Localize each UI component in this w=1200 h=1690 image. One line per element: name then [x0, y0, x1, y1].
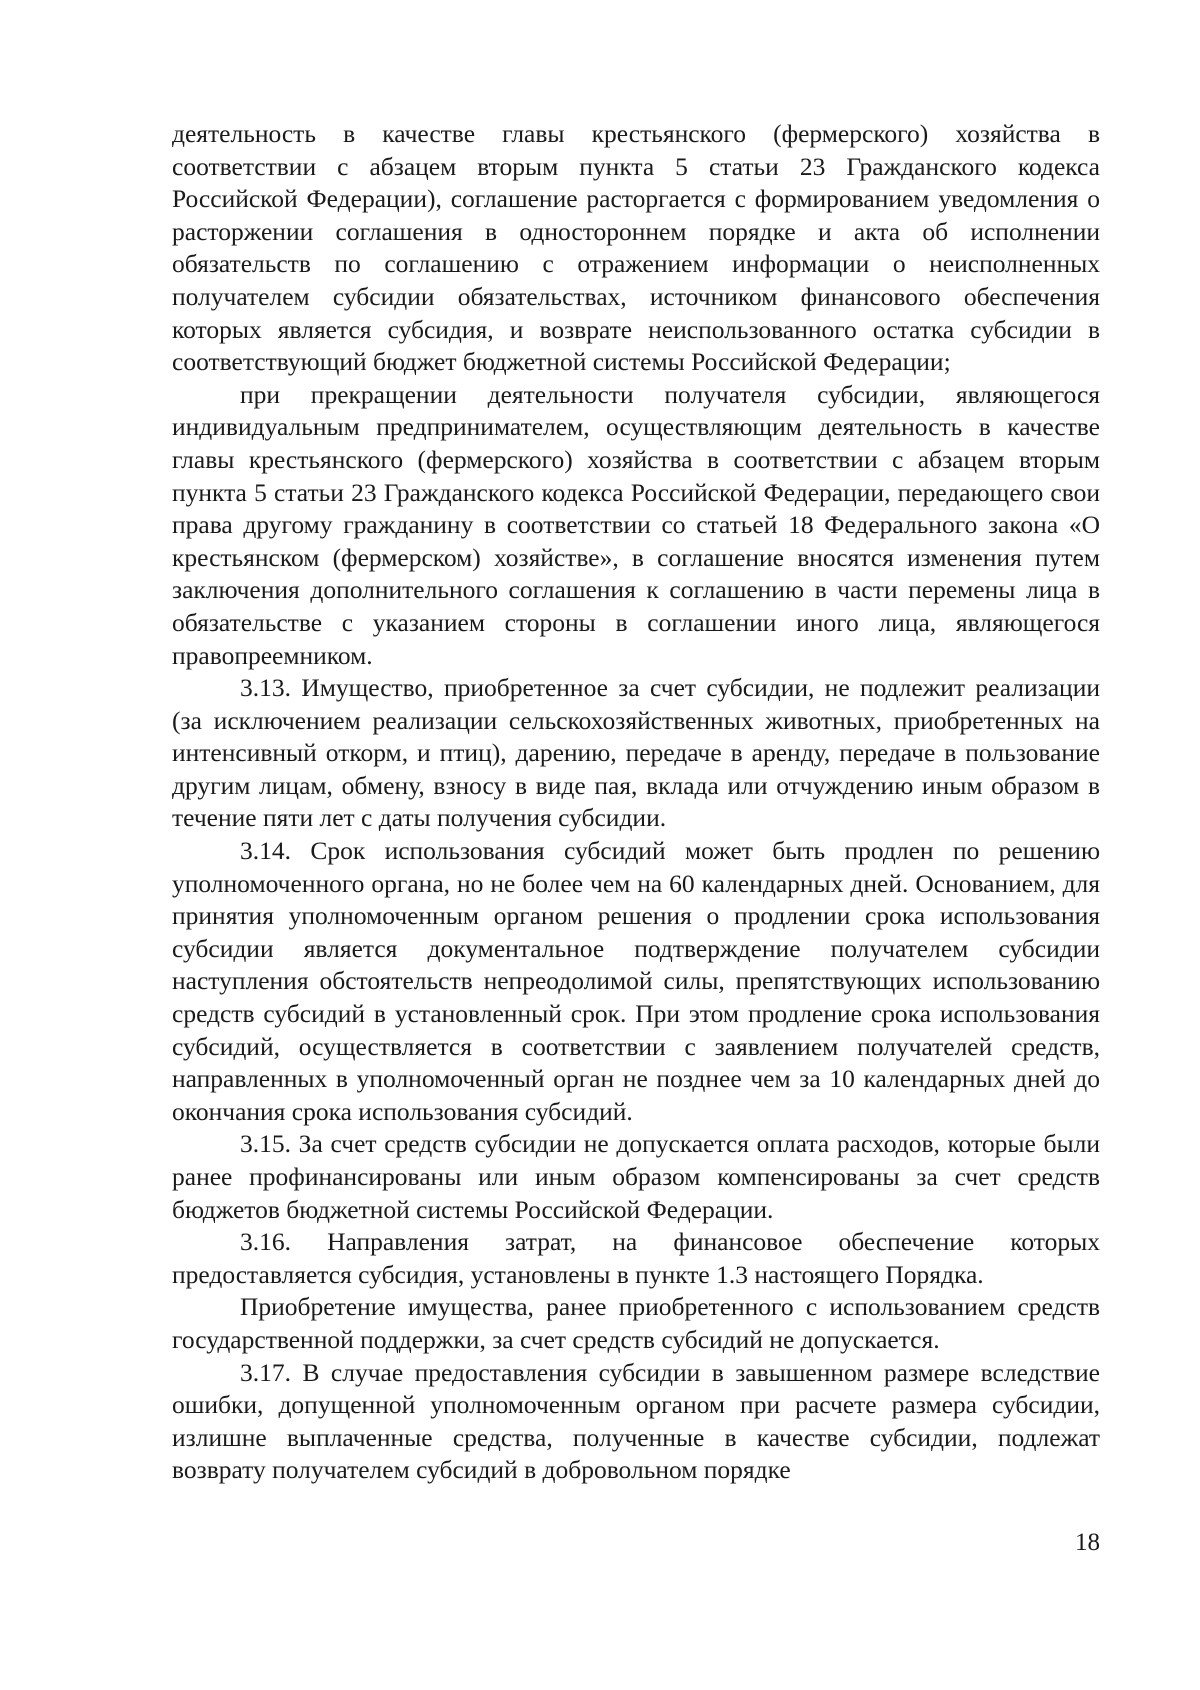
- paragraph-3-16: 3.16. Направления затрат, на финансовое обеспечение которых предоставляется субсидия, установлены в пункте 1.3 настоящего Порядка.: [172, 1227, 1100, 1289]
- document-body: [172, 118, 1100, 1487]
- page-number: 18: [1075, 1529, 1100, 1556]
- paragraph-continuation-termination: деятельность в качестве главы крестьянского (фермерского) хозяйства в соответствии с абзацем вторым пункта 5 статьи 23 Гражданского кодекса Российской Федерации), соглашение расторгается с формированием уведомления о расторжении соглашения в одностороннем порядке и акта об исполнении обязательств по соглашению с отражением информации о неисполненных получателем субсидии обязательствах, источником финансового обеспечения которых является субсидия, и возврате неиспользованного остатка субсидии в соответствующий бюджет бюджетной системы Российской Федерации;: [172, 119, 1100, 377]
- paragraph-property-acquisition: Приобретение имущества, ранее приобретенного с использованием средств государственной поддержки, за счет средств субсидий не допускается.: [172, 1292, 1100, 1354]
- paragraph-3-14: 3.14. Срок использования субсидий может быть продлен по решению уполномоченного органа, но не более чем на 60 календарных дней. Основанием, для принятия уполномоченным органом решения о продлении срока использования субсидии является документальное подтверждение получателем субсидии наступления обстоятельств непреодолимой силы, препятствующих использованию средств субсидий в установленный срок. При этом продление срока использования субсидий, осуществляется в соответствии с заявлением получателей средств, направленных в уполномоченный орган не позднее чем за 10 календарных дней до окончания срока использования субсидий.: [172, 836, 1100, 1126]
- paragraph-3-15: 3.15. За счет средств субсидии не допускается оплата расходов, которые были ранее профинансированы или иным образом компенсированы за счет средств бюджетов бюджетной системы Российской Федерации.: [172, 1129, 1100, 1224]
- paragraph-3-17: 3.17. В случае предоставления субсидии в завышенном размере вследствие ошибки, допущенной уполномоченным органом при расчете размера субсидии, излишне выплаченные средства, полученные в качестве субсидии, подлежат возврату получателем субсидий в добровольном порядке: [172, 1357, 1100, 1485]
- paragraph-3-13: 3.13. Имущество, приобретенное за счет субсидии, не подлежит реализации (за исключением реализации сельскохозяйственных животных, приобретенных на интенсивный откорм, и птиц), дарению, передаче в аренду, передаче в пользование другим лицам, обмену, взносу в виде пая, вклада или отчуждению иным образом в течение пяти лет с даты получения субсидии.: [172, 673, 1100, 833]
- paragraph-termination-of-activity: при прекращении деятельности получателя субсидии, являющегося индивидуальным предпринимателем, осуществляющим деятельность в качестве главы крестьянского (фермерского) хозяйства в соответствии с абзацем вторым пункта 5 статьи 23 Гражданского кодекса Российской Федерации, передающего свои права другому гражданину в соответствии со статьей 18 Федерального закона «О крестьянском (фермерском) хозяйстве», в соглашение вносятся изменения путем заключения дополнительного соглашения к соглашению в части перемены лица в обязательстве с указанием стороны в соглашении иного лица, являющегося правопреемником.: [172, 379, 1100, 670]
